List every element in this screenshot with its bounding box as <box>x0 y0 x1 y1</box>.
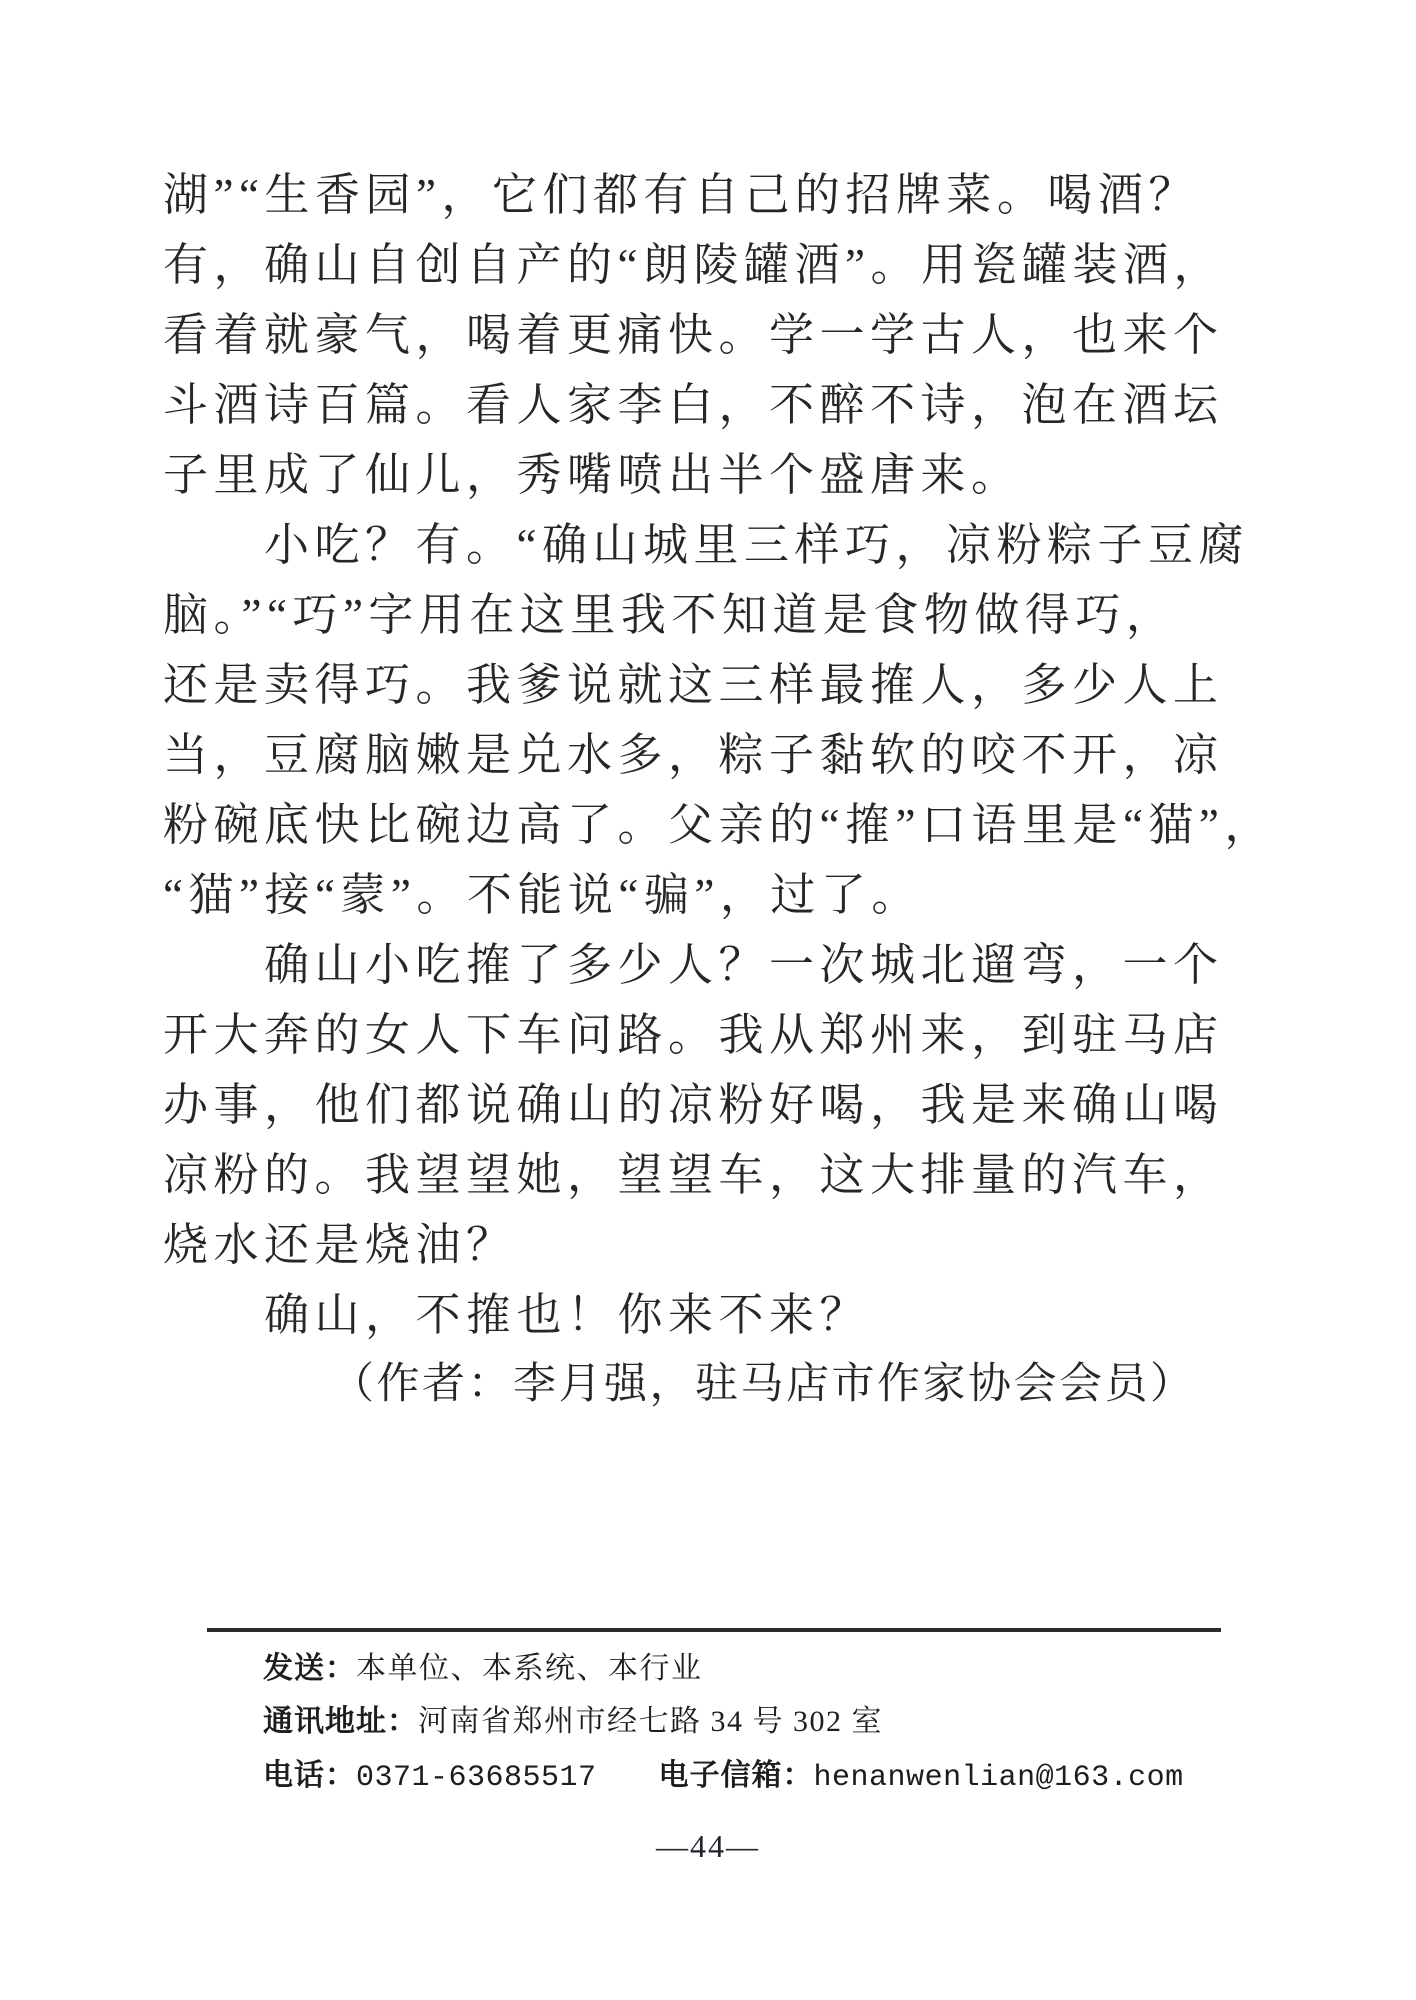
phone-value: 0371-63685517 <box>356 1761 597 1795</box>
text-line: 凉粉的。我望望她，望望车，这大排量的汽车， <box>163 1150 1224 1200</box>
text-line: 看着就豪气，喝着更痛快。学一学古人，也来个 <box>163 310 1224 360</box>
text-line: 还是卖得巧。我爹说就这三样最搉人，多少人上 <box>163 660 1224 710</box>
phone-label: 电话： <box>263 1759 356 1792</box>
text-line: 粉碗底快比碗边高了。父亲的“搉”口语里是“猫”， <box>163 800 1275 850</box>
text-line: 办事，他们都说确山的凉粉好喝，我是来确山喝 <box>163 1080 1224 1130</box>
email-value: henanwenlian@163.com <box>813 1761 1184 1795</box>
text-line: 开大奔的女人下车问路。我从郑州来，到驻马店 <box>163 1010 1224 1060</box>
text-line: “猫”接“蒙”。不能说“骗”，过了。 <box>163 870 922 920</box>
address-value: 河南省郑州市经七路 34 号 302 室 <box>418 1705 883 1738</box>
text-line: 确山，不搉也！你来不来？ <box>264 1290 871 1340</box>
send-label: 发送： <box>263 1652 356 1685</box>
text-line: 确山小吃搉了多少人？一次城北遛弯，一个 <box>264 940 1224 990</box>
text-line: 当，豆腐脑嫩是兑水多，粽子黏软的咬不开，凉 <box>163 730 1224 780</box>
author-line: （作者：李月强，驻马店市作家协会会员） <box>331 1361 1196 1408</box>
footer-send-line <box>263 1650 703 1688</box>
send-value: 本单位、本系统、本行业 <box>356 1652 703 1685</box>
article-text-block <box>163 160 1275 1420</box>
text-line: 烧水还是烧油？ <box>163 1220 517 1270</box>
text-line: 湖”“生香园”，它们都有自己的招牌菜。喝酒？ <box>163 170 1199 220</box>
footer-address-line <box>263 1703 883 1741</box>
address-label: 通讯地址： <box>263 1705 418 1738</box>
text-line: 子里成了仙儿，秀嘴喷出半个盛唐来。 <box>163 450 1022 500</box>
footer-divider <box>207 1628 1221 1632</box>
text-line: 有，确山自创自产的“朗陵罐酒”。用瓷罐装酒， <box>163 240 1224 290</box>
page-number: —44— <box>656 1828 760 1864</box>
text-line: 小吃？有。“确山城里三样巧，凉粉粽子豆腐 <box>264 520 1249 570</box>
email-label: 电子信箱： <box>658 1759 814 1792</box>
text-line: 脑。”“巧”字用在这里我不知道是食物做得巧， <box>163 590 1177 640</box>
text-line: 斗酒诗百篇。看人家李白，不醉不诗，泡在酒坛 <box>163 380 1224 430</box>
footer-contact-line <box>263 1757 1184 1797</box>
